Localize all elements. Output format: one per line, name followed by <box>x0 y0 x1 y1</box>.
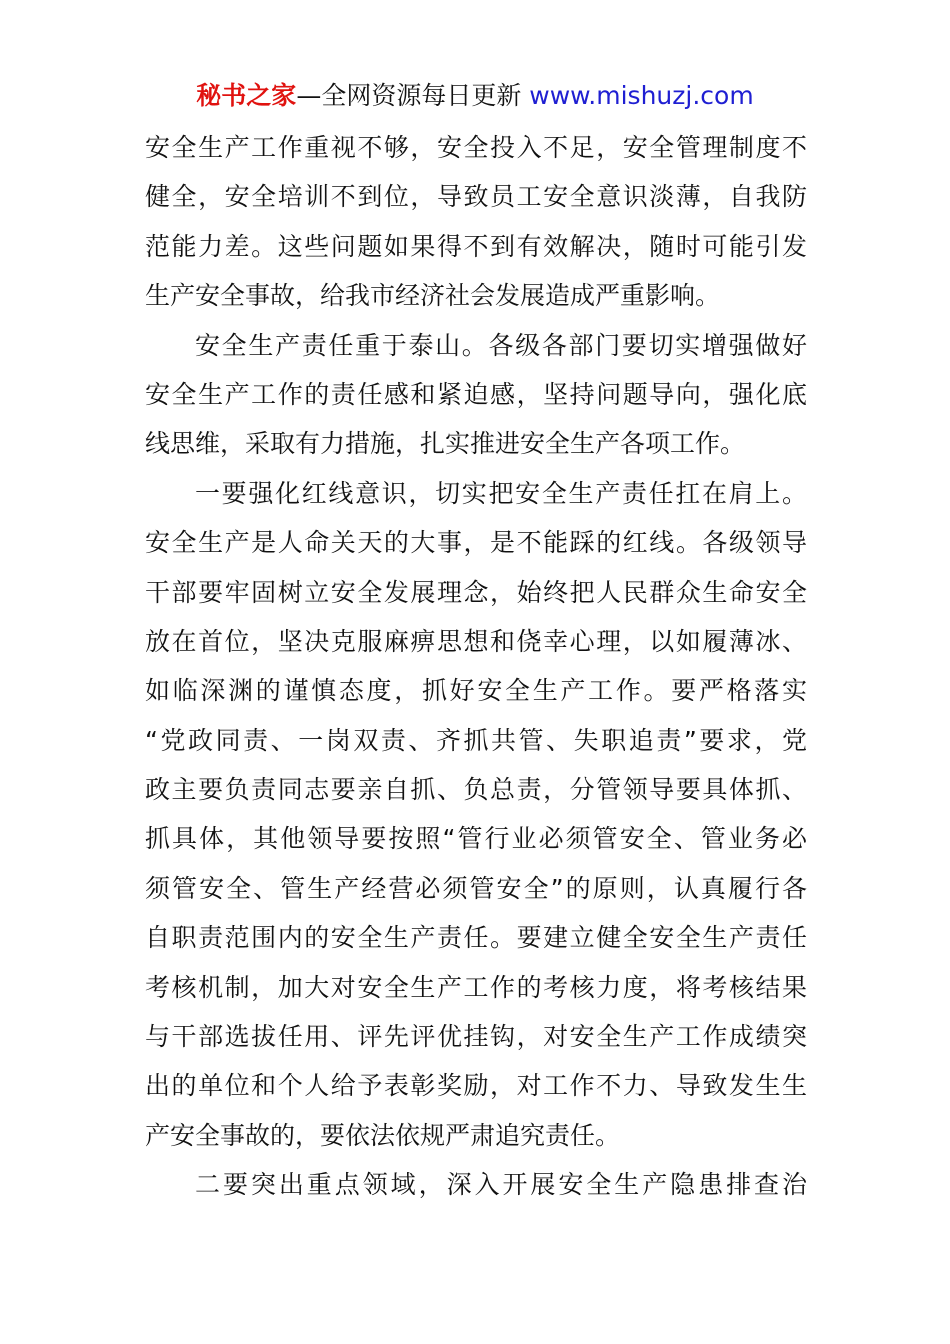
text-line: 生产安全事故，给我市经济社会发展造成严重影响。 <box>145 281 721 311</box>
text-line: 出的单位和个人给予表彰奖励，对工作不力、导致发生生 <box>145 1071 807 1101</box>
text-line: 放在首位，坚决克服麻痹思想和侥幸心理，以如履薄冰、 <box>145 626 807 656</box>
page-header <box>0 80 950 112</box>
site-url-link[interactable]: www.mishuzj.com <box>529 81 754 110</box>
text-line: 如临深渊的谨慎态度，抓好安全生产工作。要严格落实 <box>145 676 807 706</box>
text-line: 自职责范围内的安全生产责任。要建立健全安全生产责任 <box>145 923 807 953</box>
text-line: 产安全事故的，要依法依规严肃追究责任。 <box>145 1120 621 1150</box>
text-line: 安全生产是人命关天的大事，是不能踩的红线。各级领导 <box>145 528 807 558</box>
text-line: 须管安全、管生产经营必须管安全”的原则，认真履行各 <box>145 873 807 903</box>
text-line: 二要突出重点领域，深入开展安全生产隐患排查治 <box>195 1170 807 1200</box>
text-line: 安全生产工作重视不够，安全投入不足，安全管理制度不 <box>145 133 807 162</box>
brand-name: 秘书之家 <box>196 81 297 110</box>
text-line: 线思维，采取有力措施，扎实推进安全生产各项工作。 <box>145 429 746 459</box>
document-body <box>145 123 807 1210</box>
text-line: 一要强化红线意识，切实把安全生产责任扛在肩上。 <box>195 478 807 508</box>
text-line: 安全生产责任重于泰山。各级各部门要切实增强做好 <box>195 330 807 360</box>
text-line: 抓具体，其他领导要按照“管行业必须管安全、管业务必 <box>145 824 807 854</box>
text-line: 干部要牢固树立安全发展理念，始终把人民群众生命安全 <box>145 577 807 607</box>
text-line: 范能力差。这些问题如果得不到有效解决，随时可能引发 <box>145 231 807 261</box>
text-line: 考核机制，加大对安全生产工作的考核力度，将考核结果 <box>145 972 807 1002</box>
text-line: 与干部选拔任用、评先评优挂钩，对安全生产工作成绩突 <box>145 1022 807 1052</box>
header-tagline: —全网资源每日更新 <box>296 81 530 110</box>
text-line: 健全，安全培训不到位，导致员工安全意识淡薄，自我防 <box>145 182 807 212</box>
text-line: “党政同责、一岗双责、齐抓共管、失职追责”要求，党 <box>145 725 807 755</box>
text-line: 安全生产工作的责任感和紧迫感，坚持问题导向，强化底 <box>145 379 807 409</box>
text-line: 政主要负责同志要亲自抓、负总责，分管领导要具体抓、 <box>145 775 807 805</box>
